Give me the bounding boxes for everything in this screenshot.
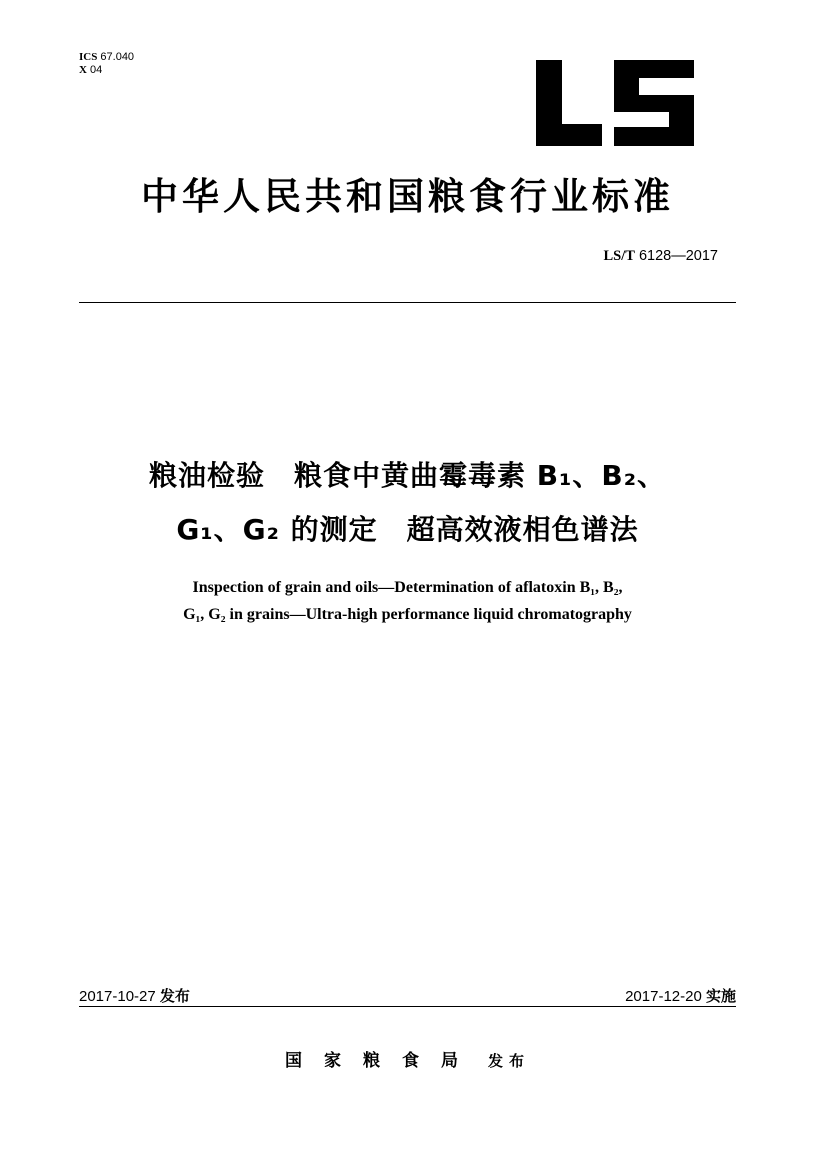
publisher-organization: 国家粮食局: [284, 1051, 480, 1071]
implement-label: 实施: [705, 987, 736, 1005]
publisher-line: [0, 1046, 815, 1071]
chinese-title-line-1: 粮油检验 粮食中黄曲霉毒素 B₁、B₂、: [149, 459, 666, 492]
publisher-action: 发布: [487, 1052, 530, 1070]
bottom-divider: [79, 1006, 736, 1007]
standard-category-title: 中华人民共和国粮食行业标准: [141, 175, 674, 218]
ics-code: 67.040: [100, 51, 135, 63]
class-code: 04: [90, 64, 103, 76]
class-line: [79, 64, 134, 77]
logo-letter-l: [536, 60, 602, 146]
standard-number-prefix: LS/T: [603, 248, 635, 264]
english-title-line-2: G₁, G₂ in grains—Ultra-high performance liquid chromatography: [183, 606, 632, 623]
standard-number: [604, 248, 718, 265]
logo-letter-s: [614, 60, 694, 146]
issue-date-line: [79, 985, 190, 1006]
english-title-line-1: Inspection of grain and oils—Determination of aflatoxin B₁, B₂,: [192, 579, 623, 596]
ics-line: [79, 51, 134, 64]
issue-date: 2017-10-27: [79, 988, 156, 1005]
issue-label: 发布: [159, 987, 190, 1005]
top-divider: [79, 302, 736, 303]
ls-logo: [536, 60, 694, 146]
chinese-title-line-2: G₁、G₂ 的测定 超高效液相色谱法: [176, 513, 639, 546]
ics-classification: [79, 51, 134, 77]
implement-date: 2017-12-20: [625, 988, 702, 1005]
class-label: X: [79, 64, 87, 76]
implement-date-line: [625, 985, 736, 1006]
standard-number-value: 6128—2017: [638, 248, 718, 264]
ics-label: ICS: [79, 51, 98, 63]
